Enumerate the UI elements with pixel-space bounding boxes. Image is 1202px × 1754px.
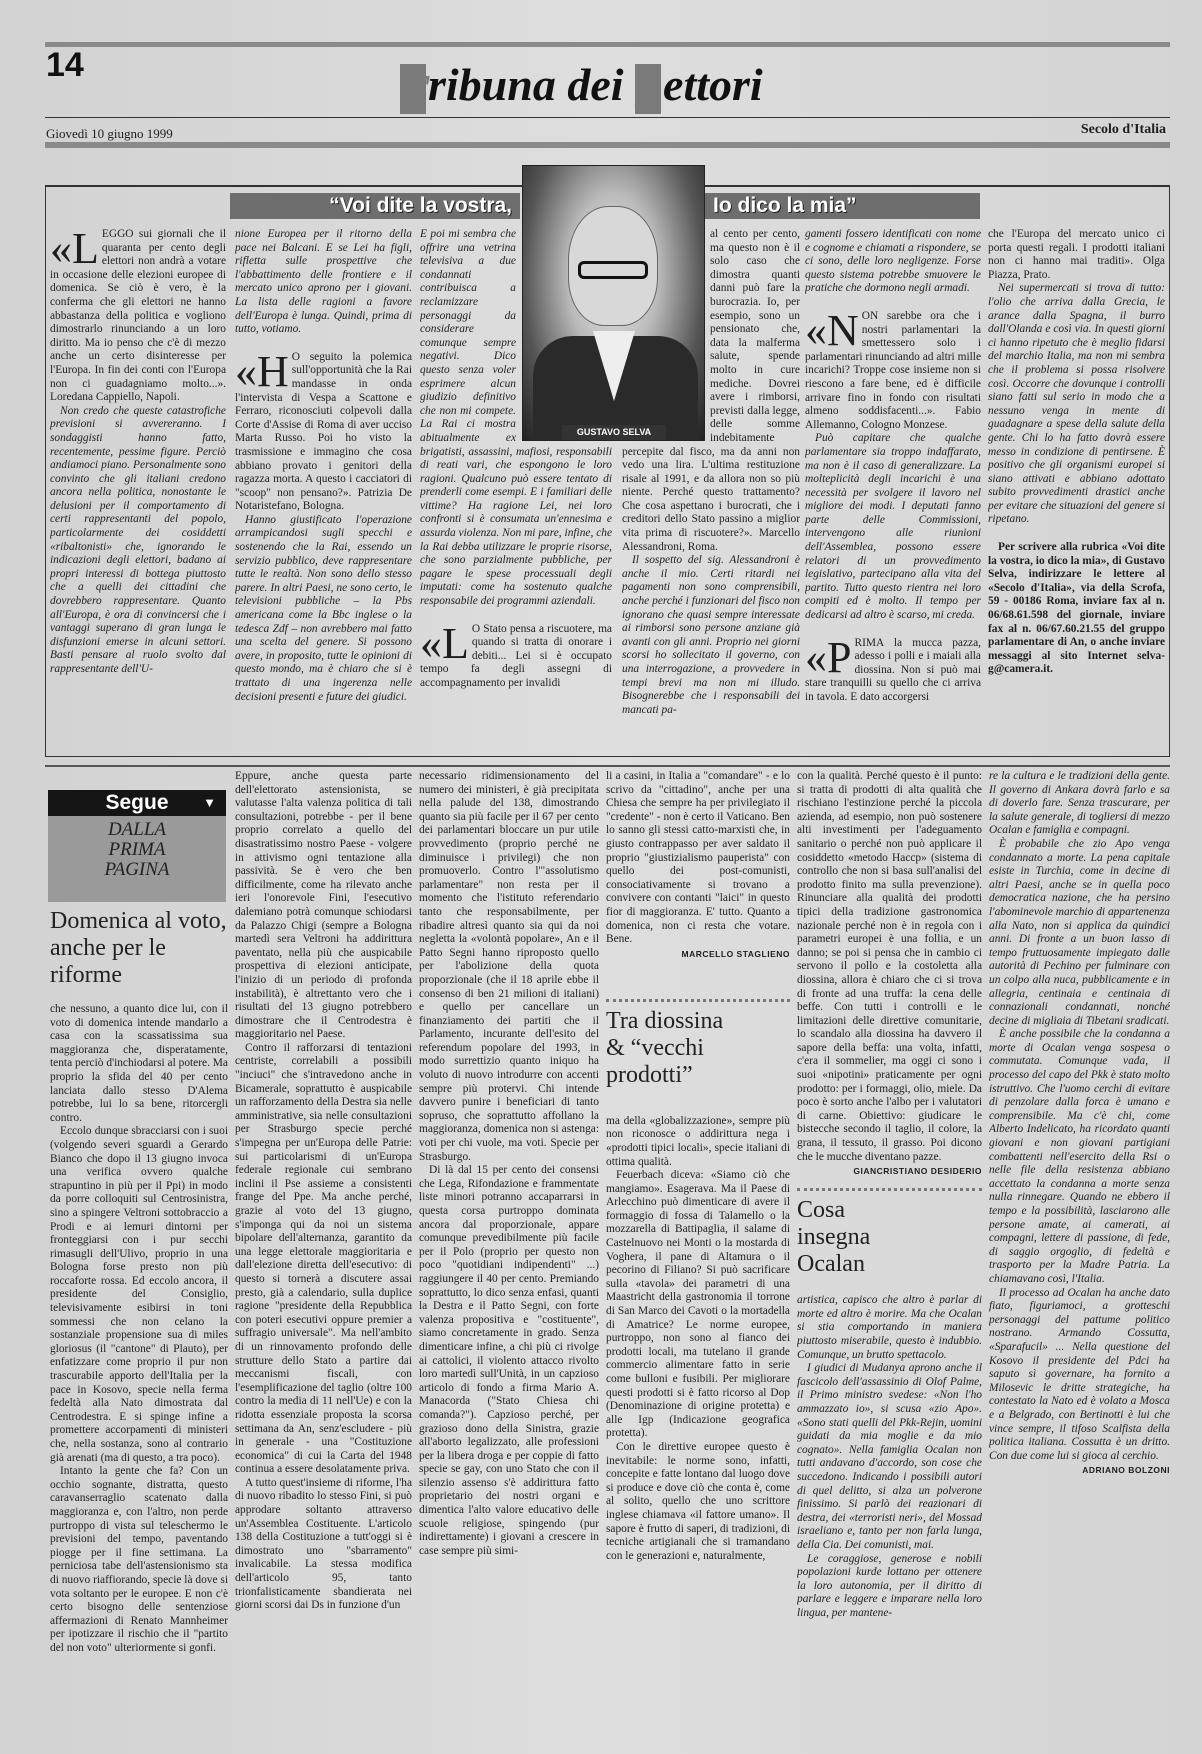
section-divider	[45, 765, 1170, 767]
reply-text: Nei supermercati si trova di tutto: l'olio che arriva dalla Grecia, le arance dalla Spagna, il burro dall'Olanda e così via. In questi giorni ci hanno ripetuto che è meglio fidarsi del marchio Italia, ma non mi sembra che il problema si possa risolvere così. Occorre che dovunque i controlli siano fatti sul serio in modo che a nessuno venga in mente di guadagnare a spese della salute della gente. Chi lo ha fatto dovrà essere messo in condizione di pentirsene. È positivo che gli organismi europei si siano attivati e abbiano adottato subito provvedimenti drastici anche per evitare che situazioni del genere si ripetano.	[988, 282, 1165, 526]
article-text: Le coraggiose, generose e nobili popolazioni kurde lottano per ottenere la loro autonomia, per il diritto di parlare e leggere e imparare nella loro lingua, per mantene-	[797, 1552, 982, 1619]
letter-text: RIMA la mucca pazza, adesso i polli e i maiali alla diossina. Non si può mai stare tranquilli su quello che ci arriva in tavola. E dato accorgersi	[805, 636, 981, 703]
letters-column-3	[420, 228, 612, 748]
header-bottom-rule	[45, 142, 1170, 148]
segue-sub: PAGINA	[104, 859, 170, 880]
article-text: Feuerbach diceva: «Siamo ciò che mangiamo». Esagerava. Ma il Paese di Arlecchino può dimenticare di avere il formaggio di fossa di Talamello o la mozzarella di Battipaglia, il salame di Castelnuovo nei Monti o la mostarda di Voghera, il pane di Altamura o il pecorino di Filiano? Si può sacrificare sulla «tavola» dei parametri di una Maastricht della gastronomia il torrone di San Marco dei Cavoti o la mortadella di Amatrice? Le norme europee, purtroppo, non sono al fianco dei prodotti locali, ma tutelano il grande commercio alimentare fatto in serie come bulloni e fusibili. Per migliorare questi prodotti si è fatto ricorso al Dop (Denominazione di origine protetta) e alle Igp (Indicazione geografica protetta).	[606, 1169, 790, 1440]
header-thin-rule	[45, 117, 1170, 118]
newspaper-name: Secolo d'Italia	[1080, 122, 1166, 137]
article-text: re la cultura e le tradizioni della gente. Il governo di Ankara dovrà farlo e sa di doverlo fare. Senza trascurare, per la salute generale, di togliersi di mezzo Ocalan e famiglia e compagni.	[989, 770, 1170, 837]
article-column-4	[606, 770, 790, 1748]
drop-cap: «L	[420, 618, 469, 668]
article-text: Di là dal 15 per cento dei consensi che Lega, Rifondazione e frammentate liste minori potranno accaparrarsi in questa corsa purtroppo dominata ancora dal proporzionale, appare comunque prevedibilmente più facile per il Polo (proprio per questo non poco "quotidiani indipendenti" ...) raggiungere il 40 per cento. Premiando soprattutto, lo dico senza enfasi, quanti la Destra e il Patto Segni, con forte valenza propositiva e "costituente", siamo concretamente in grado. Senza dimenticare infine, a chi più ci rivolge ai cattolici, il violento attacco rivolto loro martedì sull'Unità, in un capzioso articolo di fondo a firma Mario A. Manacorda ("Stato Chiesa chi comanda?"). Capzioso perché, per grazioso dono della Sinistra, grazie all'aborto legalizzato, alle professioni per la libera droga e per coppie di fatto specie se gay, con uno Stato che con il silenzio assenso s'è addirittura fatto proprietario dei nostri organi e dimentica l'alto valore educativo delle scuole religiose, spingendo (pur indirettamente) i giovani a crescere in case sempre più simi-	[419, 1164, 599, 1557]
article-text: Contro il rafforzarsi di tentazioni centriste, correlabili a possibili "inciuci" che s'intravedono anche in Bicamerale, soprattutto è auspicabile un rafforzamento della Destra sia nelle amministrative, sia nelle consultazioni per Strasburgo specie perché s'impegna per un'Europa delle Patrie: sui particolarismi di un'Europa federale regionale cui sembrano inclini il Pse assieme a consistenti frange del Ppe. Ma anche perché, grazie al voto del 13 giugno, s'imponga qui da noi un sistema bipolare dell'alternanza, garantito da una legge elettorale maggioritaria e dall'elezione diretta dell'esecutivo: di questo si tornerà a discutere assai presto, già a calendario, sulla duplice ragione "presidente della Repubblica con poteri esecutivi oppure premier a suffragio universale". Ma nell'ambito di un rinnovamento profondo delle strutture dello Stato a partire dai meccanismi fiscali, con l'esemplificazione del taglio (oltre 100 contro la media di 11 nell'Ue) e con la ridotta essenziale proposta la scorsa settimana da An, senz'escludere - più in generale - una "Costituzione economica" di cui la Carta del 1948 continua a essere desolatamente priva.	[235, 1041, 412, 1476]
byline: ADRIANO BOLZONI	[1082, 1465, 1170, 1476]
article-text: Il processo ad Ocalan ha anche dato fiato, figuriamoci, a grotteschi personaggi del pattume politico nostrano. Armando Cossutta, «Sparafucil» ... Nella questione del Kosovo il presidente del Pdci ha saputo sì governare, ha fornito a Milosevic le dritte strategiche, ha contestato la Nato ed è volato a Mosca e a Belgrado, con Bertinotti è lui che vince sempre, il tifoso Scalfista della politica italiana. Cossutta è un dritto. Con due come lui si gioca al cerchio.	[989, 1286, 1170, 1462]
letter-text: al cento per cento, ma questo non è il solo caso che dimostra quanti danni può fare la burocrazia. Io, per esempio, sono un pensionato che, data la malferma salute, spende molto in cure mediche. Dovrei avere i rimborsi, previsti dalla legge, delle somme indebitamente percepite dal fisco, ma da anni non vedo una lira. L'ultima restituzione risale al 1991, e da allora non so più niente. Perché questo trattamento? Che cosa aspettano i burocrati, che i creditori dello Stato passino a miglior vita prima di riscuotere?». Marcello Alessandroni, Roma.	[622, 228, 800, 553]
article-text: È probabile che zio Apo venga condannato a morte. La pena capitale esiste in Turchia, come in decine di altri Paesi, anche se in quella poco democratica nazione, che ha persino l'abominevole marchio di appartenenza alla Nato, non si applica da quindici anni. Di fronte a un buon lasso di tempo fruttuosamente impiegato dalle autorità di Pechino per fulminare con un colpo alla nuca, pubblicamente e in allegria, centinaia e centinaia di connazionali condannati, nonché decine di migliaia di Tibetani sradicati.	[989, 837, 1170, 1027]
article-headline: Tra diossina & “vecchi prodotti”	[606, 1007, 724, 1088]
continued-from-front-box	[48, 790, 226, 902]
article-text: artistica, capisco che altro è parlar di morte ed altro è morire. Ma che Ocalan si stia comportando in maniera piuttosto miserabile, questo è indubbio. Comunque, un brutto spettacolo.	[797, 1294, 982, 1361]
letters-column-4	[622, 228, 800, 748]
reply-text: Hanno giustificato l'operazione arrampicandosi sugli specchi e sostenendo che la Rai, essendo un servizio pubblico, deve rappresentare tutte le realtà. Non sono dello stesso parere. In altri Paesi, ne sono certo, le televisioni pubbliche – la Pbs americana come la Bbc inglese o la tedesca Zdf – non avrebbero mai fatto una scelta del genere. Si possono avere, in proposito, tutte le opinioni di questo mondo, ma è chiaro che si è trattato di una ingerenza nelle decisioni presenti e future dei giudici.	[235, 513, 412, 703]
letters-column-6	[988, 228, 1165, 748]
drop-cap: «P	[805, 632, 852, 682]
drop-cap: «N	[805, 305, 859, 355]
reply-text: Può capitare che qualche parlamentare sia troppo indaffarato, ma non è il caso di generalizzare. La molteplicità degli incarichi è una necessità per svolgere il lavoro nel migliore dei modi. I deputati fanno parte delle Commissioni, intervengono alle riunioni dell'Assemblea, possono essere relatori di un provvedimento legislativo, partecipano alla vita del partito. Tutto questo rientra nei loro compiti ed è molto. Il tempo per dedicarsi ad altro è scarso, mi creda.	[805, 432, 981, 622]
letter-text: ON sarebbe ora che i nostri parlamentari la smettessero solo i parlamentari rinunciando ad altri mille incarichi? Troppe cose insieme non si riescono a fare bene, ed è difficile arrivare fino in fondo con risultati almeno soddisfacenti...». Fabio Allemanno, Cologno Monzese.	[805, 309, 981, 431]
article-text: che nessuno, a quanto dice lui, con il voto di domenica intende mandarlo a casa con la scassatissima sua maggioranza che, disperatamente, tenta perciò d'inchiodarsi al potere. Ma proprio la sfida del 40 per cento lanciata dallo stesso D'Alema potrebbe, lui lo sa bene, ritorcergli contro.	[50, 1003, 228, 1124]
article-text: Intanto la gente che fa? Con un occhio sognante, distratta, questo caravanserraglio scatenato dalla maggioranza e, con l'altro, non perde purtroppo di vista sul teleschermo le previsioni del tempo, paventando piogge per il fine settimana. La perniciosa tabe dell'astensionismo sta di nuovo riaffiorando, specie là dove si vota soltanto per le europee. E non c'è certo bisogno delle sentenziose affermazioni di Renato Mannheimer per ipotizzare il rischio che il "partito del non voto" ulteriormente si gonfi.	[50, 1465, 228, 1654]
byline: GIANCRISTIANO DESIDERIO	[853, 1166, 982, 1177]
article-column-3	[419, 770, 599, 1748]
letters-headline-left: “Voi dite la vostra,	[230, 193, 520, 219]
page-number: 14	[46, 46, 84, 84]
article-text: Con le direttive europee questo è inevitabile: le norme sono, infatti, concepite e fatte lontano dal luogo dove si produce e dove ciò che conta è, come al solito, quello che uno scrittore inglese chiamava «il fattore umano». Il sapore è frutto di saperi, di tradizioni, di tecniche artigianali che si tramandano con le generazioni e, naturalmente,	[606, 1440, 790, 1562]
top-rule	[45, 42, 1170, 47]
article-text: li a casini, in Italia a "comandare" - e lo scrivo da "cittadino", anche per una Chiesa che sempre ha per privilegiato il "credente" - non è certo il Vaticano. Ben lo sanno gli stessi catto-marxisti che, in giusto contrappasso per aver saldato il proprio "giustizialismo pauperista" con quello dei post-comunisti, consociativamente si trovano a convivere con contanti "laici" in questo fior di maggioranza. E' tutto. Quanto a domenica, non ci resta che votare. Bene.	[606, 770, 790, 946]
photo-caption: GUSTAVO SELVA	[562, 425, 666, 440]
issue-date: Giovedì 10 giugno 1999	[46, 126, 173, 141]
drop-cap: «H	[235, 346, 289, 396]
article-text: A tutto quest'insieme di riforme, l'ha di nuovo ribadito lo stesso Fini, si può approdare soltanto attraverso un'Assemblea Costituente. L'articolo 138 della Costituzione a tutt'oggi si è dimostrato uno "sbarramento" invalicabile. La stessa modifica dell'articolo 95, tanto trionfalisticamente sbandierata nei giorni scorsi dai Ds in funzione d'un	[235, 1476, 412, 1612]
letter-text: O seguito la polemica sull'opportunità che la Rai mandasse in onda l'intervista di Vespa a Scattone e Ferraro, riconosciuti colpevoli dalla Corte d'Assise di Roma di aver ucciso Marta Russo. Poi ho visto la trasmissione e immagino che cosa abbiano provato i genitori della ragazza morta. A questo i cacciatori di "scoop" non pensano?». Patrizia De Notaristefano, Bologna.	[235, 350, 412, 513]
segue-sub: DALLA	[107, 819, 167, 840]
article-column-2	[235, 770, 412, 1748]
article-text: ma della «globalizzazione», sempre più non riconosce o addirittura nega i «prodotti tipici locali», specie italiani di ottima qualità.	[606, 1114, 790, 1168]
triangle-down-icon: ▼	[203, 795, 216, 810]
reply-text: Non credo che queste catastrofiche previsioni si avvereranno. I sondaggisti hanno fatto, recentemente, pessime figure. Perciò andiamoci piano. Personalmente sono convinto che gli italiani credono ancora nella politica, nonostante le delusioni per il comportamento di certi rappresentanti del popolo, particolarmente dei cosiddetti «ribaltonisti» che, ignorando le indicazioni degli elettori, badano ai propri interessi di bottega piuttosto che a quelli dei cittadini che dovrebbero rappresentare. Quanto all'Europa, è ora di convincersi che i vantaggi superano di gran lunga le disfunzioni emerse in alcuni settori. Basti pensare al ruolo svolto dal rappresentante dell'U-	[50, 404, 226, 675]
article-text: con la qualità. Perché questo è il punto: si tratta di prodotti di alta qualità che rischiano l'estinzione perché la piccola azienda, ad esempio, non può sostenere alti investimenti per l'adeguamento sanitario o perché non può applicare il cosiddetto «metodo Haccp» (sistema di controllo che non si basa sull'analisi del prodotto finito ma sulla prevenzione). Rinunciare alla qualità dei prodotti tipici della tradizione gastronomica nazionale perché non è in regola con i parametri europei è una follia, e un danno; se poi si pensa che in cambio ci servono il pollo e la costoletta alla diossina, allora è chiaro che ci si trova di fronte ad una truffa: la cena delle beffe. Con tutti i controlli e le limitazioni delle direttive comunitarie, lo scandalo alla diossina ha davvero il sapore della beffa: una volta, infatti, c'era il sommelier, ma oggi ci sono i suoi «nipotini» praticamente per ogni prodotto: per i formaggi, olio, miele. Da poco è sorto anche l'albo per i valutatori di carne. Obiettivo: giudicare le bistecche secondo il taglio, il colore, la grana, il tessuto, il grasso. Poi dicono che le mucche diventano pazze.	[797, 770, 982, 1163]
letter-text: EGGO sui giornali che il quaranta per cento degli elettori non andrà a votare in occasione delle elezioni europee di domenica. Se ciò è vero, è la conferma che gli elettori ne hanno abbastanza della politica e vogliono dimostrarlo rinunciando a un loro diritto. Ma io penso che c'è di mezzo anche un certo disinteresse per l'Europa. In fin dei conti con l'Europa non ci guadagniamo molto...». Loredana Cappiello, Napoli.	[50, 228, 226, 404]
letter-text: che l'Europa del mercato unico ci porta questi regali. I prodotti italiani non ci hanno mai traditi». Olga Piazza, Prato.	[988, 228, 1165, 281]
article-column-5	[797, 770, 982, 1748]
segue-sub: PRIMA	[108, 839, 166, 860]
article-text: I giudici di Mudanya aprono anche il fascicolo dell'assassinio di Olof Palme, il Primo ministro svedese: «Non l'ho ammazzato io», si scusa «zio Apo». «Sono stati quelli del Pkk-Rejin, uomini guidati da mia moglie e da mio cognato». Nella famiglia Ocalan non tutti andavano d'accordo, son cose che succedono. Indicando i possibili autori di quel delitto, si alza un polverone finissimo. Si parlò dei reazionari di destra, dei «terroristi neri», del Mossad israeliano e, tanto per non farla lunga, della Cia. Dei comunisti, mai.	[797, 1362, 982, 1551]
article-text: necessario ridimensionamento del numero dei ministeri, è già precipitata nella palude del 138, dimostrando quanto sia più facile per il 67 per cento dei parlamentari bloccare un pur utile provvedimento (proprio perché ne diminuisce i privilegi) che non promuoverlo. Contro l'"assolutismo parlamentare" non resta per il momento che l'istituto referendario tanto che responsabilmente, per ribadire altresì quanto sia qui da noi negletta la «volontà popolare», An e il Patto Segni hanno riproposto quello per l'abolizione della quota proporzionale (che il 18 aprile ebbe il consenso di ben 21 milioni di italiani) e quello per cancellare un finanziamento dei partiti che il Parlamento, incurante dell'esito del referendum popolare del 1993, in modo surrettizio quanto iniquo ha voluto di nuovo introdurre con accenti sempre più protervi. Chi intende davvero punire i beneficiari di tanto sopruso, che soprattutto affollano la maggioranza, domenica non si astenga: voti per chi vuole, ma voti. Specie per Strasburgo.	[419, 770, 599, 1163]
divider	[797, 1188, 982, 1191]
letters-column-5	[805, 228, 981, 748]
article-headline: Domenica al voto, anche per le riforme	[50, 908, 227, 988]
article-column-6	[989, 770, 1170, 1748]
article-text: Eccolo dunque sbracciarsi con i suoi (volgendo severi sguardi a Gerardo Bianco che dopo il 13 giugno invoca una verifica ovvero qualche strapuntino in più per il Ppi) in modo da porre colloquiti sul Centrosinistra, sino a spingere Veltroni sottobraccio a Prodi e ai lemuri dintorni per fronteggiarsi con i pur secchi rimasugli dell'Ulivo, proprio in una Bologna forse presto non più roccaforte rossa. Ed eccolo ancora, il presidente del Consiglio, televisivamente esibirsi in toni sommessi che non celano la sostanziale propensione sua di miles gloriosus (il "cantone" di Plauto), per enfatizzare come proprio il pur non trascurabile apporto dell'Italia per la pace in Kosovo, specie nella ferma fedeltà alla Nato dimostrata dal Centrodestra. E si spinge infine a promettere accorpamenti di ministeri che, nella sostanza, sono al contrario già arenati (ma di questo, a tra poco).	[50, 1125, 228, 1464]
title-part2: ettori	[663, 59, 763, 110]
section-title	[400, 58, 820, 118]
article-column-1	[50, 908, 228, 1748]
article-headline: Cosa insegna Ocalan	[797, 1197, 871, 1278]
letters-headline-right: Io dico la mia”	[705, 193, 980, 219]
submission-info: Per scrivere alla rubrica «Voi dite la vostra, io dico la mia», di Gustavo Selva, indirizzare le lettere al «Secolo d'Italia», via della Scrofa, 59 - 00186 Roma, inviare fax al n. 06/68.61.598 del giornale, inviare fax al n. 06/67.60.21.55 del gruppo parlamentare di An, o anche inviare messaggi al sito Internet selva-g@camera.it.	[988, 541, 1165, 676]
title-part1: ribuna dei	[428, 59, 636, 110]
article-text: Eppure, anche questa parte dell'elettorato astensionista, se valutasse l'alta valenza politica di tali consultazioni, potrebbe - per il bene proprio correlato a quello del disastratissimo nostro Paese - volgere in attivismo ogni tentazione alla passività. Se è vero che ben difficilmente, come ha rilevato anche ieri l'onorevole Fini, l'esecutivo dalemiano potrà comunque schiodarsi da Palazzo Chigi (sempre a Bologna martedì sera Veltroni ha addirittura paventato, nella più che auspicabile prospettiva di elezioni anticipate, l'inizio di un periodo di profonda instabilità), è altrettanto vero che i risultati del 13 giugno potrebbero dimostrare che il Centrodestra è maggioritario nel Paese.	[235, 770, 412, 1041]
drop-cap: «L	[50, 228, 99, 273]
segue-label: Segue	[105, 791, 169, 814]
reply-text: nione Europea per il ritorno della pace nei Balcani. E se Lei ha figli, rifletta sulle prospettive che l'abbattimento delle frontiere e il mercato unico aprono per i giovani. La lista delle ragioni a favore dell'Europa è lunga. Quindi, prima di tutto, votiamo.	[235, 228, 412, 336]
byline: MARCELLO STAGLIENO	[681, 948, 790, 959]
letters-column-2	[235, 228, 412, 748]
article-text: È anche possibile che la condanna a morte di Ocalan venga sospesa o commutata. Comunque vada, il processo del capo del Pkk è stato molto istruttivo. Che l'uomo cerchi di evitare di penzolare dalla forca è umano e comprensibile. Ma c'è chi, come Alberto Indelicato, ha ricordato quanti giovani e non giovani partigiani combattenti nell'esercito della Rsi o nelle file della resistenza abbiano accettato la condanna a morte senza nulla rinnegare. Quando ne ebbero il tempo e la possibilità, lasciarono alle persone amate, ai camerati, ai compagni, lettere di passione, di fede, di saggio orgoglio, di fedeltà e trasporto per la Madre Patria. La chiamavano così, l'Italia.	[989, 1028, 1170, 1285]
reply-text: Il sospetto del sig. Alessandroni è anche il mio. Certi ritardi nei pagamenti non sono comprensibili, anche perché i funzionari del fisco non ignorano che quasi sempre interessate ai rimborsi sono persone anziane già avanti con gli anni. Proprio nei giorni scorsi ho sollecitato il governo, con una interrogazione, a provvedere in tempi brevi ma non mi illudo. Bisognerebbe che i responsabili dei mancati pa-	[622, 554, 800, 716]
letters-column-1	[50, 228, 226, 748]
title-cap-l: L	[635, 65, 664, 116]
letter-text: O Stato pensa a riscuotere, ma quando si tratta di onorare i debiti... Lei si è occupato tempo fa degli assegni di accompagnamento per invalidi	[420, 622, 612, 689]
reply-text: E poi mi sembra che offrire una vetrina televisiva a due condannati contribuisca a reclamizzare personaggi da considerare comunque sempre negativi. Dico questo senza voler esprimere alcun giudizio definitivo che non mi compete. La Rai ci mostra abitualmente ex brigatisti, assassini, mafiosi, responsabili di reati vari, che espongono le loro ragioni. Qualcuno può essere tentato di prenderli come esempi. E i familiari delle vittime? Ha ragione Lei, nei loro confronti si è consumata un'ennesima e assurda violenza. Non mi pare, infine, che la Rai debba utilizzare le proprie risorse, che sono parzialmente pubbliche, per pagare le spese processuali degli imputati: come ha sostenuto qualche responsabile dei programmi aziendali.	[420, 228, 612, 608]
reply-text: gamenti fossero identificati con nome e cognome e chiamati a rispondere, se ci sono, delle loro negligenze. Forse questo sistema potrebbe smuovere le pratiche che dormono negli armadi.	[805, 228, 981, 295]
divider	[606, 999, 790, 1002]
title-cap-t: T	[400, 65, 429, 116]
